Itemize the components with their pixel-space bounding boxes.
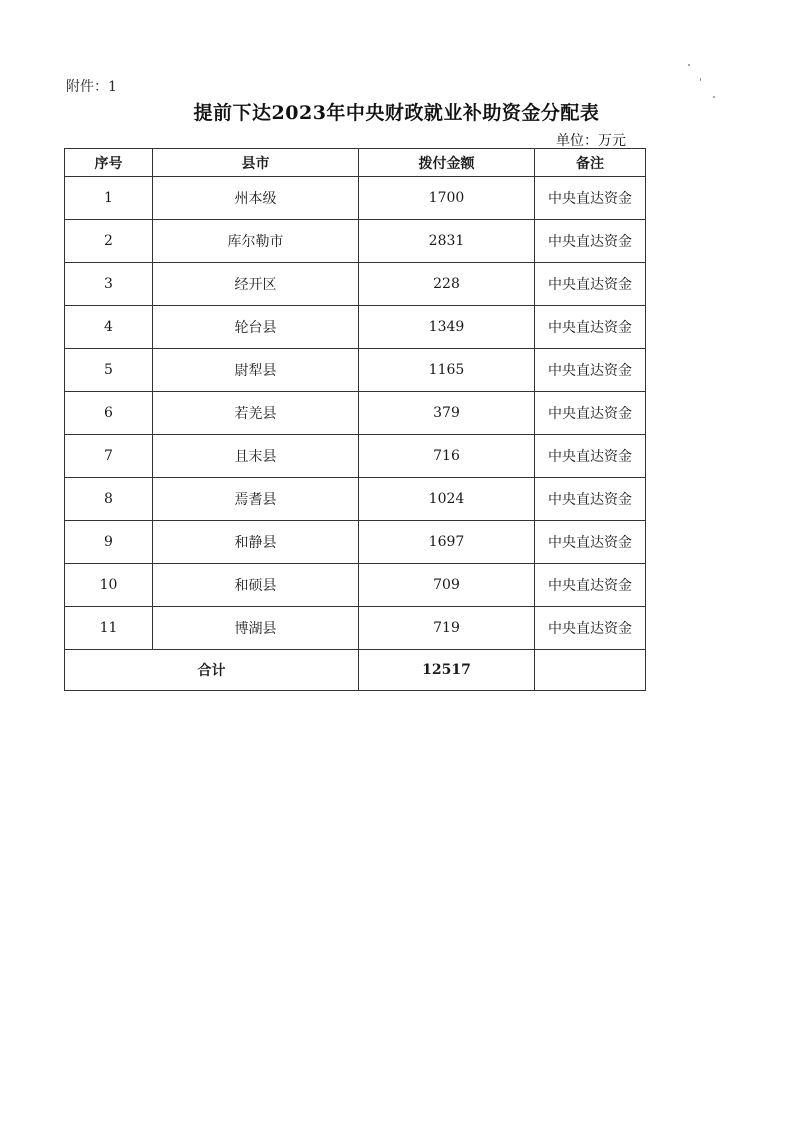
row-amount: 1697 — [359, 521, 535, 564]
row-number: 7 — [65, 435, 153, 478]
row-number: 8 — [65, 478, 153, 521]
row-amount: 1700 — [359, 177, 535, 220]
table-row — [65, 521, 646, 564]
row-amount: 709 — [359, 564, 535, 607]
row-note: 中央直达资金 — [535, 349, 646, 392]
row-county: 尉犁县 — [153, 349, 359, 392]
scan-speck — [688, 64, 690, 66]
table-row — [65, 478, 646, 521]
total-note — [535, 650, 646, 691]
row-note: 中央直达资金 — [535, 177, 646, 220]
table-row — [65, 349, 646, 392]
row-note: 中央直达资金 — [535, 564, 646, 607]
row-amount: 719 — [359, 607, 535, 650]
row-number: 9 — [65, 521, 153, 564]
row-number: 4 — [65, 306, 153, 349]
table-row — [65, 220, 646, 263]
table-row — [65, 177, 646, 220]
row-note: 中央直达资金 — [535, 306, 646, 349]
row-county: 且末县 — [153, 435, 359, 478]
row-amount: 228 — [359, 263, 535, 306]
row-county: 库尔勒市 — [153, 220, 359, 263]
row-note: 中央直达资金 — [535, 220, 646, 263]
row-number: 1 — [65, 177, 153, 220]
row-amount: 1165 — [359, 349, 535, 392]
row-note: 中央直达资金 — [535, 435, 646, 478]
table-row — [65, 306, 646, 349]
row-amount: 716 — [359, 435, 535, 478]
row-amount: 2831 — [359, 220, 535, 263]
table-row — [65, 435, 646, 478]
unit-label: 单位：万元 — [556, 133, 626, 149]
row-county: 轮台县 — [153, 306, 359, 349]
total-label: 合计 — [65, 650, 359, 691]
table-row — [65, 564, 646, 607]
row-amount: 379 — [359, 392, 535, 435]
allocation-table — [64, 148, 646, 691]
row-note: 中央直达资金 — [535, 607, 646, 650]
row-note: 中央直达资金 — [535, 263, 646, 306]
row-amount: 1349 — [359, 306, 535, 349]
page-title: 提前下达2023年中央财政就业补助资金分配表 — [193, 102, 600, 124]
row-county: 焉耆县 — [153, 478, 359, 521]
table-header — [65, 149, 646, 177]
table-row — [65, 607, 646, 650]
header-note: 备注 — [535, 149, 646, 177]
row-number: 10 — [65, 564, 153, 607]
row-county: 和硕县 — [153, 564, 359, 607]
table-footer — [65, 650, 646, 691]
row-note: 中央直达资金 — [535, 521, 646, 564]
header-no: 序号 — [65, 149, 153, 177]
row-number: 2 — [65, 220, 153, 263]
row-number: 6 — [65, 392, 153, 435]
row-number: 11 — [65, 607, 153, 650]
header-county: 县市 — [153, 149, 359, 177]
row-county: 博湖县 — [153, 607, 359, 650]
attachment-label: 附件：1 — [66, 79, 117, 95]
total-row — [65, 650, 646, 691]
row-county: 和静县 — [153, 521, 359, 564]
row-amount: 1024 — [359, 478, 535, 521]
row-county: 经开区 — [153, 263, 359, 306]
total-amount: 12517 — [359, 650, 535, 691]
row-note: 中央直达资金 — [535, 478, 646, 521]
header-amount: 拨付金额 — [359, 149, 535, 177]
table-row — [65, 392, 646, 435]
row-number: 5 — [65, 349, 153, 392]
row-number: 3 — [65, 263, 153, 306]
row-county: 若羌县 — [153, 392, 359, 435]
table-row — [65, 263, 646, 306]
header-row — [65, 149, 646, 177]
scan-speck — [713, 96, 715, 98]
row-note: 中央直达资金 — [535, 392, 646, 435]
row-county: 州本级 — [153, 177, 359, 220]
table-body — [65, 177, 646, 650]
scan-speck — [700, 78, 701, 81]
